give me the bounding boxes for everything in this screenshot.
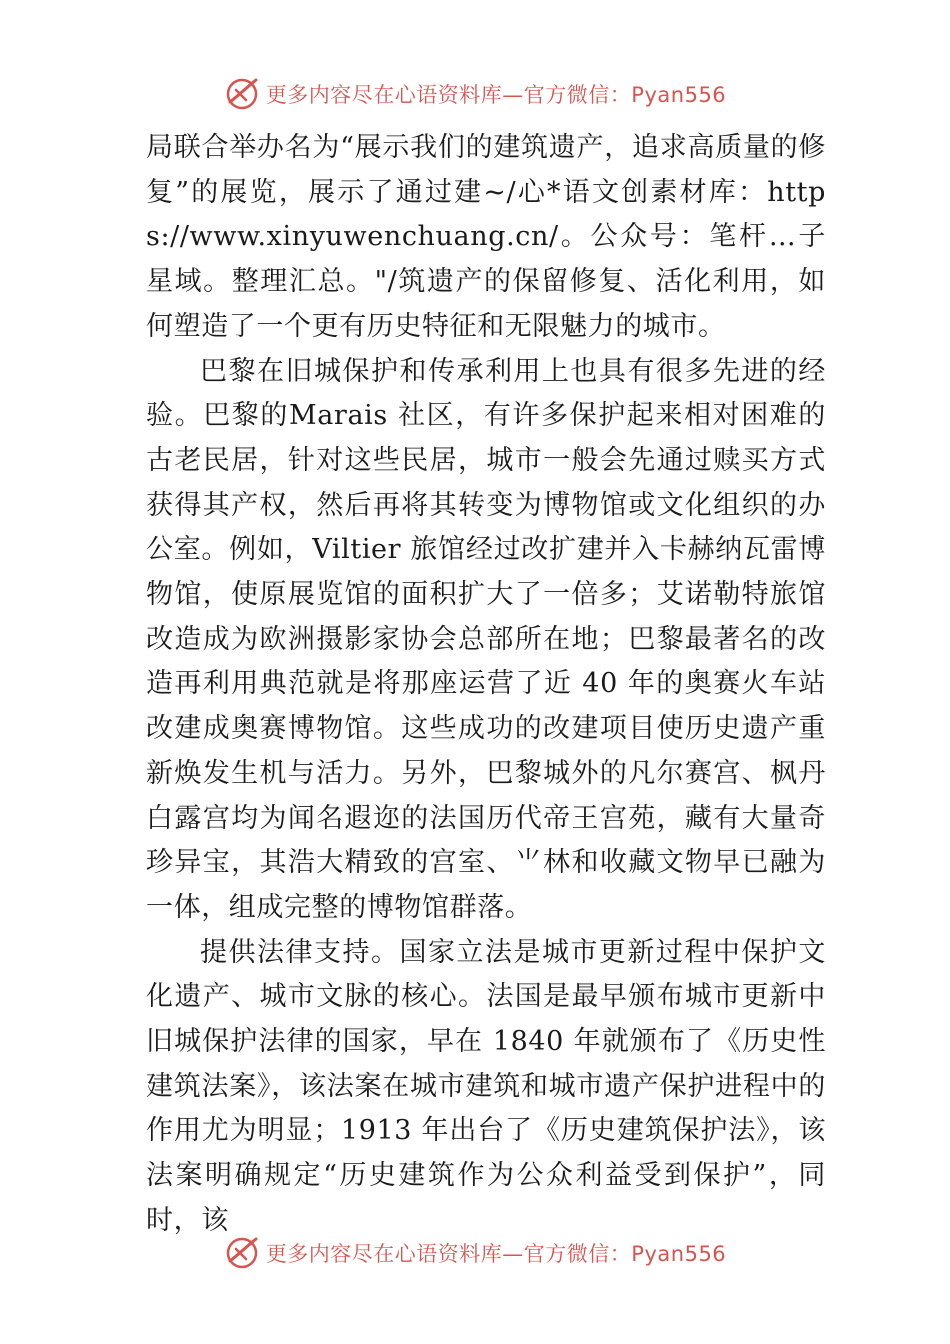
paragraph-3: 提供法律支持。国家立法是城市更新过程中保护文化遗产、城市文脉的核心。法国是最早颁布城市更新中旧城保护法律的国家，早在 1840 年就颁布了《历史性建筑法案》，该法案在城市建筑和城市遗产保护进程中的作用尤为明显；1913 年出台了《历史建筑保护法》，该法案明确规定“历史建筑作为公众利益受到保护”，同时，该 [146, 936, 826, 1236]
document-body [146, 126, 826, 1244]
brand-logo-icon [224, 76, 260, 112]
brand-logo-icon [224, 1235, 260, 1271]
footer-banner [0, 1233, 950, 1273]
footer-banner-text: 更多内容尽在心语资料库—官方微信：Pyan556 [265, 1242, 727, 1266]
header-banner-text: 更多内容尽在心语资料库—官方微信：Pyan556 [265, 83, 727, 107]
paragraph-2: 巴黎在旧城保护和传承利用上也具有很多先进的经验。巴黎的Marais 社区，有许多保护起来相对困难的古老民居，针对这些民居，城市一般会先通过赎买方式获得其产权，然后再将其转变为博物馆或文化组织的办公室。例如，Viltier 旅馆经过改扩建并入卡赫纳瓦雷博物馆，使原展览馆的面积扩大了一倍多；艾诺勒特旅馆改造成为欧洲摄影家协会总部所在地；巴黎最著名的改造再利用典范就是将那座运营了近 40 年的奥赛火车站改建成奥赛博物馆。这些成功的改建项目使历史遗产重新焕发生机与活力。另外，巴黎城外的凡尔赛宫、枫丹白露宫均为闻名遐迩的法国历代帝王宫苑，藏有大量奇珍异宝，其浩大精致的宫室、⺌林和收藏文物早已融为一体，组成完整的博物馆群落。 [146, 355, 826, 923]
header-banner [0, 74, 950, 114]
paragraph-1: 局联合举办名为“展示我们的建筑遗产，追求高质量的修复”的展览，展示了通过建~/心*语文创素材库：https://www.xinyuwenchuang.cn/。公众号：笔杆…子星域。整理汇总。"/筑遗产的保留修复、活化利用，如何塑造了一个更有历史特征和无限魅力的城市。 [146, 132, 826, 342]
